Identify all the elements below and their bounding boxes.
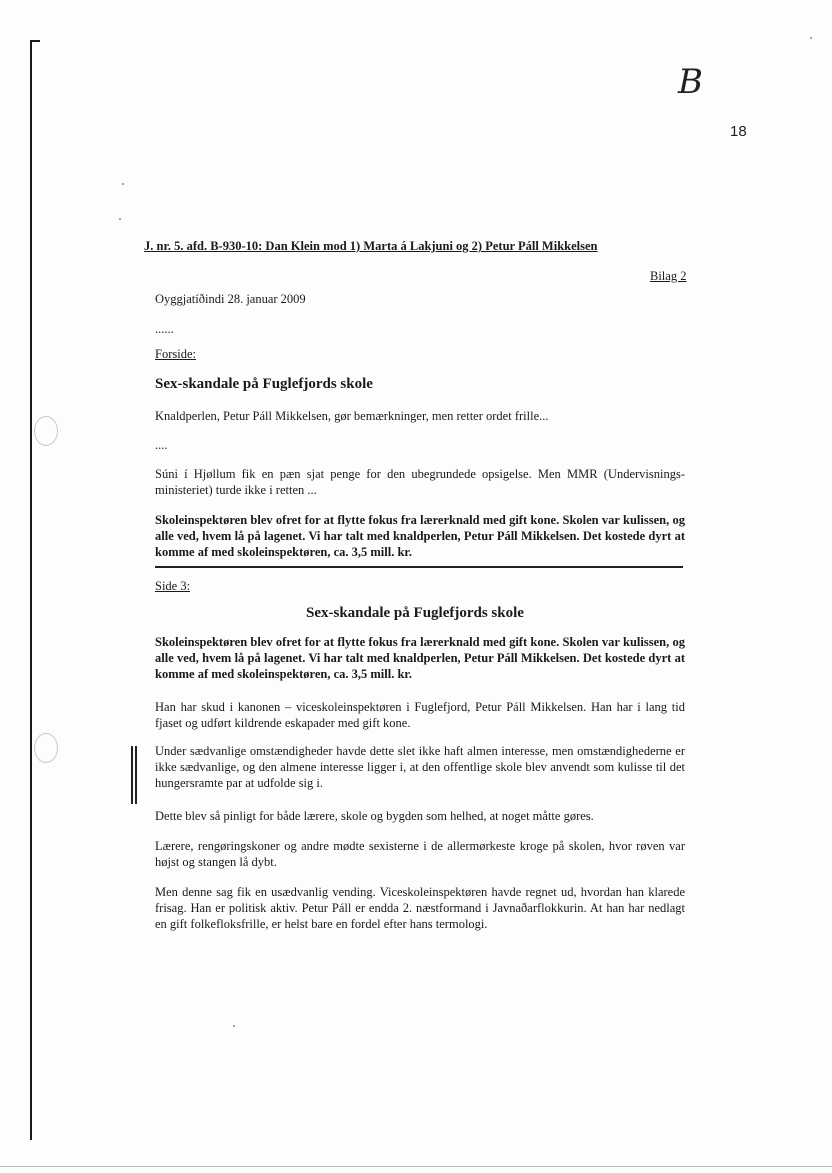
page-number: 18 bbox=[730, 123, 747, 140]
paragraph: Knaldperlen, Petur Páll Mikkelsen, gør bemærkninger, men retter ordet frille... bbox=[155, 409, 549, 423]
scan-edge-tick bbox=[30, 40, 40, 42]
horizontal-rule bbox=[155, 566, 683, 568]
paragraph: Dette blev så pinligt for både lærere, skole og bygden som helhed, at noget måtte gøres. bbox=[155, 809, 594, 823]
paragraph: Súni í Hjøllum fik en pæn sjat penge for den ubegrundede opsigelse. Men MMR (Undervisnings-ministeriet) turde ikke i retten ... bbox=[155, 467, 685, 497]
ellipsis-separator: ...... bbox=[155, 322, 174, 336]
paragraph: Han har skud i kanonen – viceskoleinspektøren i Fuglefjord, Petur Páll Mikkelsen. Han har i lang tid fjaset og udført kildrende eskapader med gift kone. bbox=[155, 700, 685, 730]
punch-hole bbox=[34, 733, 58, 763]
ellipsis-separator: .... bbox=[155, 438, 168, 452]
margin-bar bbox=[135, 746, 137, 804]
margin-bar bbox=[131, 746, 133, 804]
bilag-label: Bilag 2 bbox=[650, 269, 687, 283]
punch-hole bbox=[34, 416, 58, 446]
scan-speck bbox=[810, 37, 812, 39]
side3-label: Side 3: bbox=[155, 579, 191, 593]
scan-speck bbox=[119, 218, 121, 220]
scan-speck bbox=[233, 1025, 235, 1027]
margin-marks bbox=[131, 746, 139, 804]
date-line: Oyggjatíðindi 28. januar 2009 bbox=[155, 292, 306, 306]
headline-page3: Sex-skandale på Fuglefjords skole bbox=[306, 605, 524, 621]
scan-speck bbox=[122, 183, 124, 185]
paragraph: Under sædvanlige omstændigheder havde dette slet ikke haft almen interesse, men omstændighederne er ikke sædvanlige, og den almene interesse ligger i, at den offentlige skole blev anvendt som kulisse til det hungersramte par at udfolde sig i. bbox=[155, 744, 685, 790]
handwritten-letter-mark: B bbox=[678, 62, 703, 102]
bold-paragraph: Skoleinspektøren blev ofret for at flytte fokus fra lærerknald med gift kone. Skolen var kulissen, og alle ved, hvem lå på lagenet. Vi har talt med knaldperlen, Petur Páll Mikkelsen. Det kostede dyrt at komme af med skoleinspektøren, ca. 3,5 mill. kr. bbox=[155, 635, 685, 681]
paragraph: Men denne sag fik en usædvanlig vending. Viceskoleinspektøren havde regnet ud, hvordan han klarede frisag. Han er politisk aktiv. Petur Páll er endda 2. næstformand i Javnaðarflokkurin. At han har nedlagt en gift folkefloksfrille, er helst bare en fordel efter hans termologi. bbox=[155, 885, 685, 931]
forside-label: Forside: bbox=[155, 347, 196, 361]
scan-edge-line bbox=[30, 40, 32, 1140]
headline-front: Sex-skandale på Fuglefjords skole bbox=[155, 376, 373, 392]
case-title: J. nr. 5. afd. B-930-10: Dan Klein mod 1) Marta á Lakjuni og 2) Petur Páll Mikkelsen bbox=[144, 239, 598, 253]
bold-paragraph: Skoleinspektøren blev ofret for at flytte fokus fra lærerknald med gift kone. Skolen var kulissen, og alle ved, hvem lå på lagenet. Vi har talt med knaldperlen, Petur Páll Mikkelsen. Det kostede dyrt at komme af med skoleinspektøren, ca. 3,5 mill. kr. bbox=[155, 513, 685, 559]
scan-bottom-line bbox=[0, 1166, 832, 1167]
paragraph: Lærere, rengøringskoner og andre mødte sexisterne i de allermørkeste kroge på skolen, hvor røven var højst og stangen lå dybt. bbox=[155, 839, 685, 869]
